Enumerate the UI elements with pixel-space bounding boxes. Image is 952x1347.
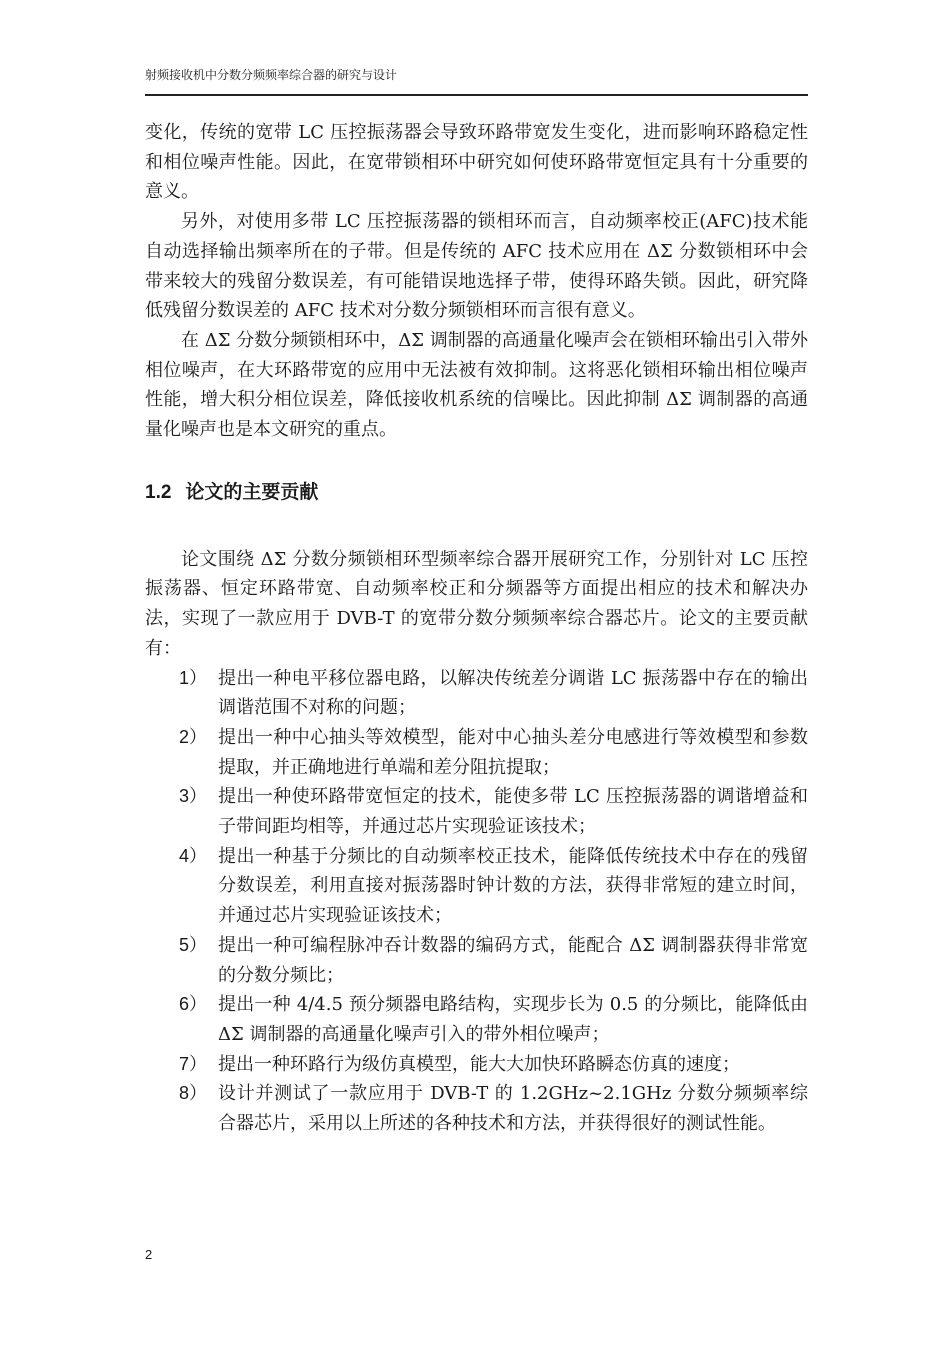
paragraph-noise: 在 ΔΣ 分数分频锁相环中，ΔΣ 调制器的高通量化噪声会在锁相环输出引入带外相位噪声，在大环路带宽的应用中无法被有效抑制。这将恶化锁相环输出相位噪声性能，增大积分相位误差，降低接收机系统的信噪比。因此抑制 ΔΣ 调制器的高通量化噪声也是本文研究的重点。 [145, 329, 808, 441]
list-item-text: 提出一种使环路带宽恒定的技术，能使多带 LC 压控振荡器的调谐增益和子带间距均相等，并通过芯片实现验证该技术； [218, 786, 808, 838]
list-marker: 4） [179, 845, 208, 866]
list-item [145, 664, 808, 723]
list-item-text: 设计并测试了一款应用于 DVB-T 的 1.2GHz~2.1GHz 分数分频频率综合器芯片，采用以上所述的各种技术和方法，并获得很好的测试性能。 [218, 1083, 808, 1135]
list-item [145, 990, 808, 1049]
list-item-text: 提出一种 4/4.5 预分频器电路结构，实现步长为 0.5 的分频比，能降低由 ΔΣ 调制器的高通量化噪声引入的带外相位噪声； [218, 994, 808, 1045]
contribution-list [145, 664, 808, 1139]
section-title: 论文的主要贡献 [185, 481, 319, 503]
list-item [145, 842, 808, 931]
list-item [145, 723, 808, 782]
list-item [145, 1050, 808, 1080]
paragraph-afc: 另外，对使用多带 LC 压控振荡器的锁相环而言，自动频率校正(AFC)技术能自动选择输出频率所在的子带。但是传统的 AFC 技术应用在 ΔΣ 分数锁相环中会带来较大的残留分数误差，有可能错误地选择子带，使得环路失锁。因此，研究降低残留分数误差的 AFC 技术对分数分频锁相环而言很有意义。 [145, 211, 808, 322]
list-item-text: 提出一种基于分频比的自动频率校正技术，能降低传统技术中存在的残留分数误差，利用直接对振荡器时钟计数的方法，获得非常短的建立时间，并通过芯片实现验证该技术； [218, 845, 808, 927]
list-item [145, 1079, 808, 1138]
list-marker: 1） [179, 667, 208, 688]
list-item-text: 提出一种中心抽头等效模型，能对中心抽头差分电感进行等效模型和参数提取，并正确地进行单端和差分阻抗提取； [218, 726, 808, 778]
list-item-text: 提出一种环路行为级仿真模型，能大大加快环路瞬态仿真的速度； [218, 1053, 740, 1075]
list-marker: 2） [179, 726, 208, 747]
page-number: 2 [145, 1247, 153, 1262]
list-item [145, 782, 808, 841]
paragraph-intro: 论文围绕 ΔΣ 分数分频锁相环型频率综合器开展研究工作，分别针对 LC 压控振荡器、恒定环路带宽、自动频率校正和分频器等方面提出相应的技术和解决办法，实现了一款应用于 DVB-T 的宽带分数分频频率综合器芯片。论文的主要贡献有： [145, 548, 808, 659]
list-marker: 6） [179, 994, 208, 1015]
section-heading [145, 479, 808, 507]
list-marker: 8） [179, 1083, 208, 1104]
section-number: 1.2 [145, 481, 172, 503]
paragraph-continuation: 变化，传统的宽带 LC 压控振荡器会导致环路带宽发生变化，进而影响环路稳定性和相位噪声性能。因此，在宽带锁相环中研究如何使环路带宽恒定具有十分重要的意义。 [145, 122, 808, 203]
list-item-text: 提出一种可编程脉冲吞计数器的编码方式，能配合 ΔΣ 调制器获得非常宽的分数分频比； [218, 934, 808, 986]
list-marker: 7） [179, 1053, 208, 1074]
list-marker: 5） [179, 934, 208, 955]
running-header [145, 66, 808, 96]
list-item [145, 931, 808, 990]
page-body [145, 118, 808, 1139]
list-item-text: 提出一种电平移位器电路，以解决传统差分调谐 LC 振荡器中存在的输出调谐范围不对称的问题； [218, 667, 808, 719]
list-marker: 3） [179, 786, 208, 807]
header-title: 射频接收机中分数分频频率综合器的研究与设计 [145, 68, 398, 82]
